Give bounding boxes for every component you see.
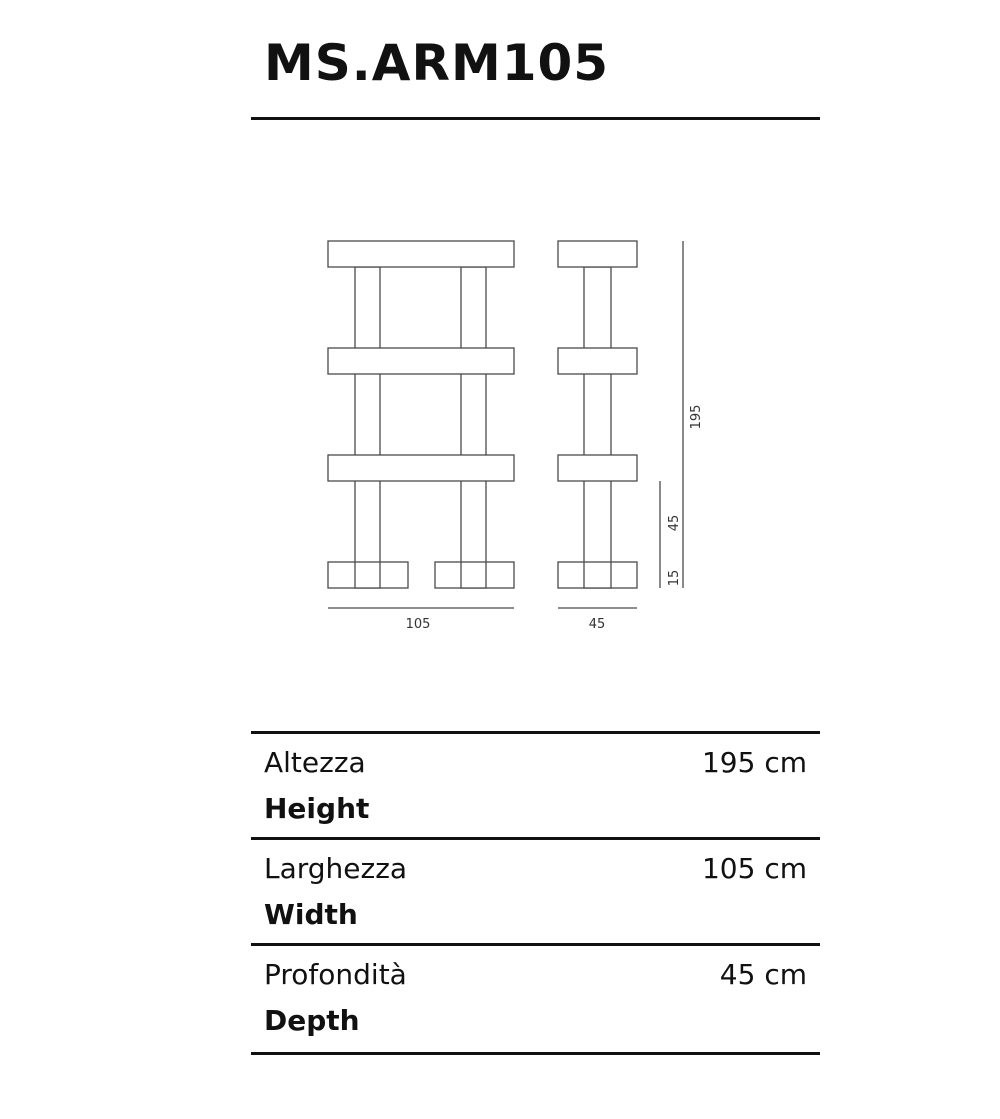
front-width-label: 105 (405, 617, 431, 632)
side-shelf-middle (558, 348, 637, 374)
spec-label-english: Depth (264, 1004, 360, 1037)
base-height-label: 15 (667, 569, 682, 587)
front-right-upright (461, 267, 486, 588)
spec-value: 105 cm (701, 852, 807, 885)
spec-row-depth (251, 943, 820, 1055)
front-base-right (435, 562, 514, 588)
side-base (558, 562, 637, 588)
side-view (558, 241, 637, 608)
spec-table (251, 731, 820, 1055)
spec-label-italian: Profondità (264, 958, 407, 991)
side-upright (584, 267, 611, 588)
product-title: MS.ARM105 (264, 34, 610, 92)
front-shelf-lower (328, 455, 514, 481)
spec-row-height (251, 731, 820, 837)
front-shelf-top (328, 241, 514, 267)
front-left-upright (355, 267, 380, 588)
spec-value: 195 cm (701, 746, 807, 779)
front-base-left (328, 562, 408, 588)
front-shelf-middle (328, 348, 514, 374)
spec-row-width (251, 837, 820, 943)
side-shelf-top (558, 241, 637, 267)
spec-value: 45 cm (719, 958, 807, 991)
spec-label-italian: Altezza (264, 746, 366, 779)
front-view (328, 241, 514, 608)
side-shelf-lower (558, 455, 637, 481)
spec-label-english: Width (264, 898, 358, 931)
spec-label-english: Height (264, 792, 370, 825)
spec-label-italian: Larghezza (264, 852, 408, 885)
total-height-label: 195 (689, 404, 704, 430)
side-depth-label: 45 (588, 617, 606, 632)
shelf-gap-label: 45 (667, 514, 682, 532)
